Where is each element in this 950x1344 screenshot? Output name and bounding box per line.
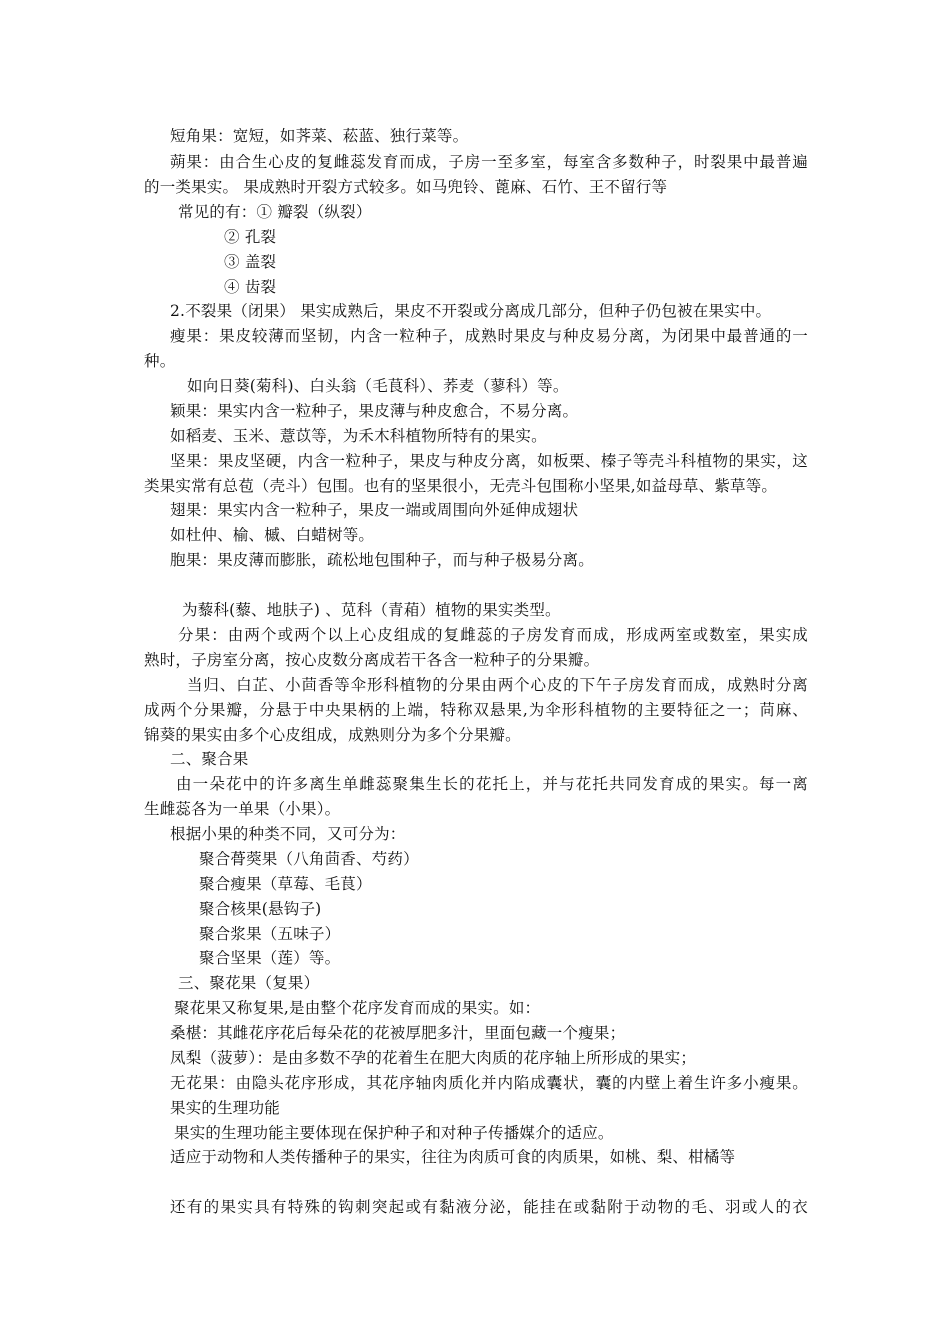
paragraph-line: 胞果：果皮薄而膨胀，疏松地包围种子，而与种子极易分离。: [170, 551, 594, 569]
list-item: ④ 齿裂: [224, 278, 277, 296]
paragraph-line: 分果：由两个或两个以上心皮组成的复雌蕊的子房发育而成，形成两室或数室，果实成: [178, 626, 808, 644]
paragraph-line: 无花果：由隐头花序形成，其花序轴肉质化并内陷成囊状，囊的内壁上着生许多小瘦果。: [170, 1074, 808, 1092]
section-heading: 果实的生理功能: [170, 1099, 280, 1117]
paragraph-line: 翅果：果实内含一粒种子，果皮一端或周围向外延伸成翅状: [170, 501, 579, 519]
paragraph-line: 如稻麦、玉米、薏苡等，为禾木科植物所特有的果实。: [170, 427, 547, 445]
list-item: 聚合核果(悬钩子): [199, 900, 322, 918]
paragraph-line: 生雌蕊各为一单果（小果）。: [144, 800, 341, 818]
paragraph-line: 2.不裂果（闭果） 果实成熟后，果皮不开裂或分离成几部分，但种子仍包被在果实中。: [170, 302, 772, 320]
paragraph-line: 瘦果：果皮较薄而坚韧，内含一粒种子，成熟时果皮与种皮易分离，为闭果中最普通的一: [170, 327, 808, 345]
paragraph-line: 聚花果又称复果,是由整个花序发育而成的果实。如：: [174, 999, 541, 1017]
section-heading: 二、聚合果: [170, 750, 249, 768]
paragraph-line: 蒴果：由合生心皮的复雌蕊发育而成，子房一至多室，每室含多数种子，时裂果中最普遍: [170, 153, 808, 171]
paragraph-line: 类果实常有总苞（壳斗）包围。也有的坚果很小，无壳斗包围称小坚果,如益母草、紫草等。: [144, 477, 778, 495]
paragraph-line: 常见的有：① 瓣裂（纵裂）: [178, 203, 372, 221]
paragraph-line: 短角果：宽短，如荠菜、菘蓝、独行菜等。: [170, 127, 469, 145]
list-item: 聚合坚果（莲）等。: [199, 949, 341, 967]
section-heading: 三、聚花果（复果）: [178, 974, 320, 992]
paragraph-line: 熟时，子房室分离，按心皮数分离成若干各含一粒种子的分果瓣。: [144, 651, 600, 669]
list-item: 聚合蓇葖果（八角茴香、芍药）: [199, 850, 419, 868]
paragraph-line: 坚果：果皮坚硬，内含一粒种子，果皮与种皮分离，如板栗、榛子等壳斗科植物的果实，这: [170, 452, 808, 470]
list-item: ③ 盖裂: [224, 253, 277, 271]
paragraph-line: 当归、白芷、小茴香等伞形科植物的分果由两个心皮的下午子房发育而成，成熟时分离: [187, 676, 808, 694]
paragraph-line: 为藜科(藜、地肤子) 、苋科（青葙）植物的果实类型。: [182, 601, 561, 619]
paragraph-line: 如杜仲、榆、槭、白蜡树等。: [170, 526, 375, 544]
paragraph-line: 凤梨（菠萝）：是由多数不孕的花着生在肥大肉质的花序轴上所形成的果实；: [170, 1049, 697, 1067]
paragraph-line: 还有的果实具有特殊的钩刺突起或有黏液分泌，能挂在或黏附于动物的毛、羽或人的衣: [170, 1198, 808, 1216]
list-item: 聚合浆果（五味子）: [199, 925, 341, 943]
paragraph-line: 锦葵的果实由多个心皮组成，成熟则分为多个分果瓣。: [144, 726, 521, 744]
paragraph-line: 桑椹：其雌花序花后每朵花的花被厚肥多汁，里面包藏一个瘦果；: [170, 1024, 626, 1042]
paragraph-line: 根据小果的种类不同，又可分为：: [170, 825, 406, 843]
paragraph-line: 果实的生理功能主要体现在保护种子和对种子传播媒介的适应。: [174, 1124, 614, 1142]
paragraph-line: 适应于动物和人类传播种子的果实，往往为肉质可食的肉质果，如桃、梨、柑橘等: [170, 1148, 736, 1166]
paragraph-line: 颖果：果实内含一粒种子，果皮薄与种皮愈合，不易分离。: [170, 402, 579, 420]
paragraph-line: 如向日葵(菊科)、白头翁（毛茛科）、荞麦（蓼科）等。: [187, 377, 569, 395]
paragraph-line: 种。: [144, 352, 176, 370]
list-item: 聚合瘦果（草莓、毛茛）: [199, 875, 372, 893]
paragraph-line: 由一朵花中的许多离生单雌蕊聚集生长的花托上，并与花托共同发育成的果实。每一离: [176, 775, 808, 793]
list-item: ② 孔裂: [224, 228, 277, 246]
paragraph-line: 成两个分果瓣，分悬于中央果柄的上端，特称双悬果,为伞形科植物的主要特征之一；苘麻、: [144, 701, 808, 719]
paragraph-line: 的一类果实。 果成熟时开裂方式较多。如马兜铃、蓖麻、石竹、王不留行等: [144, 178, 668, 196]
